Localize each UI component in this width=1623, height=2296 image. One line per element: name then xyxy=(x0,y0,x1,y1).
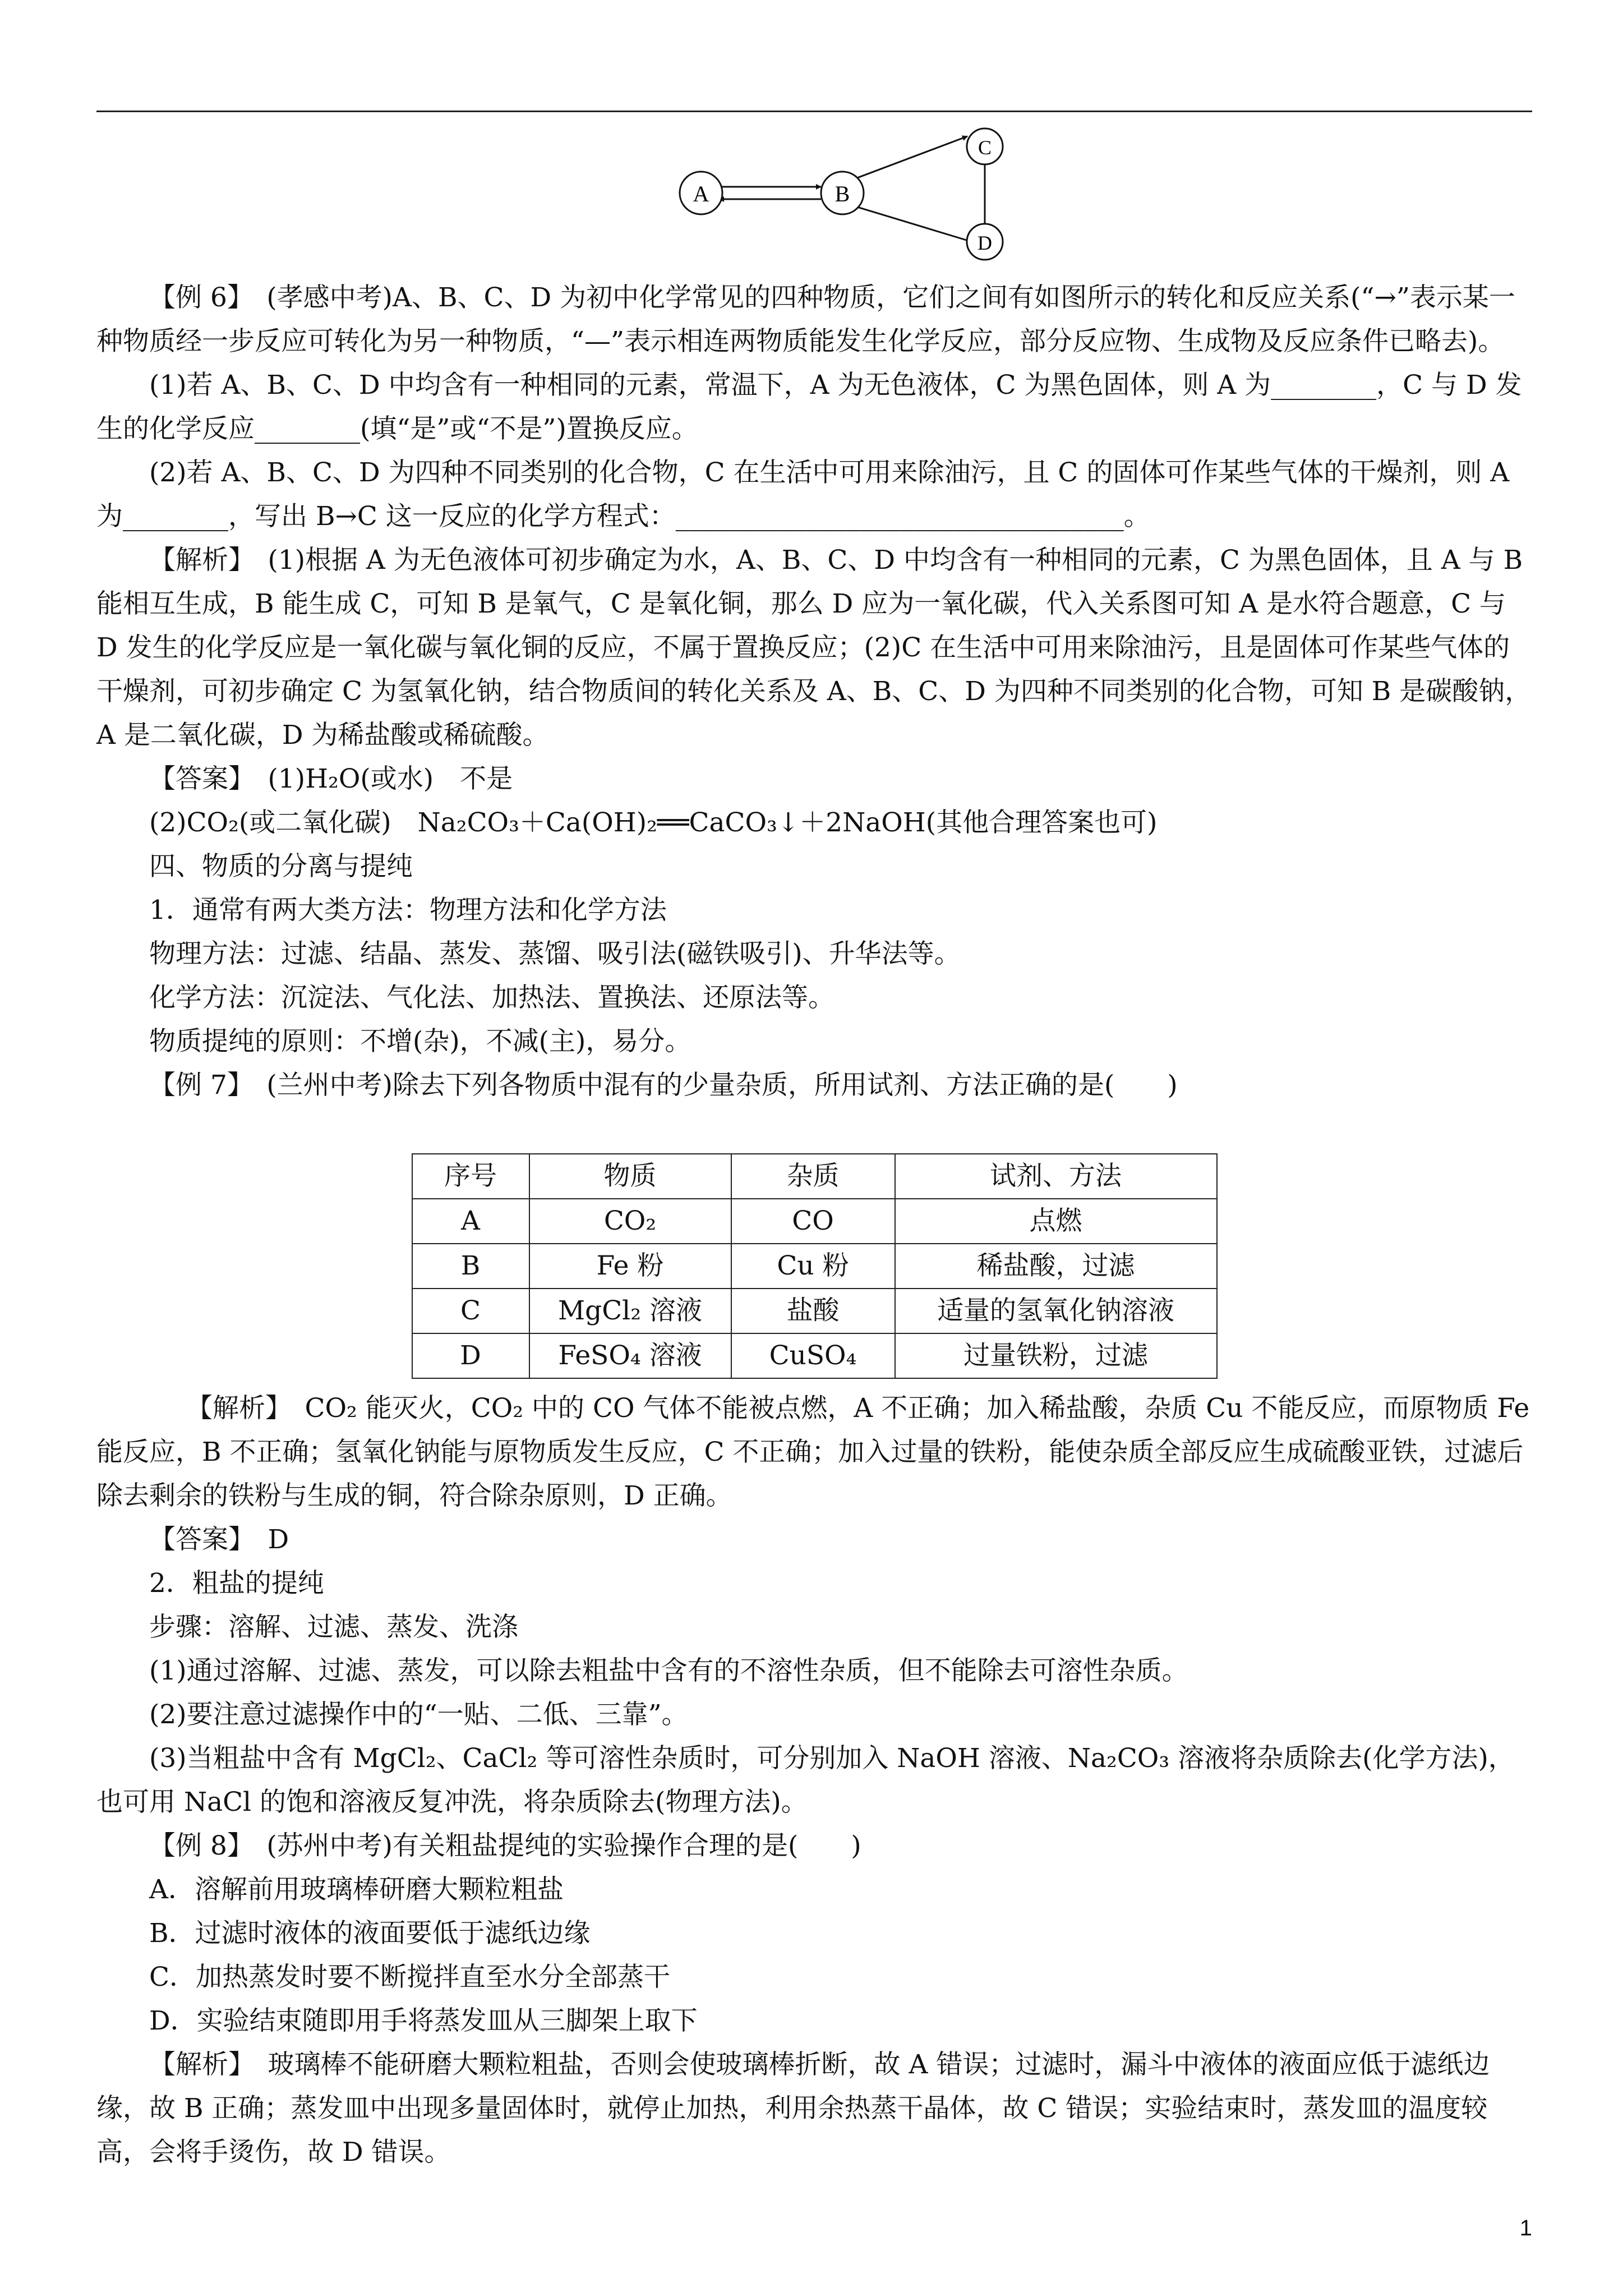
table-cell: D xyxy=(412,1333,529,1378)
node-a xyxy=(680,172,722,214)
table-cell: A xyxy=(412,1199,529,1244)
salt-point-1: (1)通过溶解、过滤、蒸发，可以除去粗盐中含有的不溶性杂质，但不能除去可溶性杂质。 xyxy=(149,1655,1188,1686)
header-rule xyxy=(96,111,1532,112)
table-cell: 点燃 xyxy=(895,1199,1217,1244)
example-6-q1: (1)若 A、B、C、D 中均含有一种相同的元素，常温下，A 为无色液体，C 为黑色固体，则 A 为________，C 与 D 发生的化学反应________(填“是”或“不是”)置换反应。 xyxy=(96,370,1522,444)
arrow-b-to-c xyxy=(842,136,967,183)
table-cell: FeSO₄ 溶液 xyxy=(529,1333,731,1378)
example-6-answer-2: (2)CO₂(或二氧化碳) Na₂CO₃＋Ca(OH)₂══CaCO₃↓＋2NaOH(其他合理答案也可) xyxy=(149,807,1158,838)
table-row xyxy=(412,1244,1217,1289)
table-cell: Cu 粉 xyxy=(731,1244,895,1289)
line-b-d xyxy=(842,203,966,240)
option-b: B．过滤时液体的液面要低于滤纸边缘 xyxy=(149,1918,591,1949)
svg-text:A: A xyxy=(693,181,709,206)
option-c: C．加热蒸发时要不断搅拌直至水分全部蒸干 xyxy=(149,1962,670,1993)
node-c xyxy=(967,128,1003,164)
example-8-analysis: 【解析】 玻璃棒不能研磨大颗粒粗盐，否则会使玻璃棒折断，故 A 错误；过滤时，漏斗中液体的液面应低于滤纸边缘，故 B 正确；蒸发皿中出现多量固体时，就停止加热，利用余热蒸干晶体，故 C 错误；实验结束时，蒸发皿的温度较高，会将手烫伤，故 D 错误。 xyxy=(96,2049,1490,2168)
svg-text:D: D xyxy=(978,232,992,254)
purification-principle: 物质提纯的原则：不增(杂)，不减(主)，易分。 xyxy=(149,1026,691,1057)
table-header-row xyxy=(412,1154,1217,1199)
salt-steps: 步骤：溶解、过滤、蒸发、洗涤 xyxy=(149,1612,518,1642)
example-label: 【例 6】 xyxy=(149,282,241,313)
relation-diagram xyxy=(673,126,1021,272)
table-header: 物质 xyxy=(529,1154,731,1199)
page-number: 1 xyxy=(1519,2216,1532,2240)
example-6-answer-1: 【答案】 (1)H₂O(或水) 不是 xyxy=(149,763,513,794)
impurity-table xyxy=(412,1153,1218,1379)
example-6-analysis: 【解析】 (1)根据 A 为无色液体可初步确定为水，A、B、C、D 中均含有一种相同的元素，C 为黑色固体，且 A 与 B 能相互生成，B 能生成 C，可知 B 是氧气，C 是氧化铜，那么 D 应为一氧化碳，代入关系图可知 A 是水符合题意，C 与 D 发生的化学反应是一氧化碳与氧化铜的反应，不属于置换反应；(2)C 在生活中可用来除油污，且是固体可作某些气体的干燥剂，可初步确定 C 为氢氧化钠，结合物质间的转化关系及 A、B、C、D 为四种不同类别的化合物，可知 B 是碳酸钠，A 是二氧化碳，D 为稀盐酸或稀硫酸。 xyxy=(96,545,1532,751)
document-body xyxy=(96,276,1532,2174)
option-d: D．实验结束随即用手将蒸发皿从三脚架上取下 xyxy=(149,2005,698,2036)
table-cell: CuSO₄ xyxy=(731,1333,895,1378)
table-cell: C xyxy=(412,1289,529,1333)
section-title: 四、物质的分离与提纯 xyxy=(149,851,413,882)
table-row xyxy=(412,1333,1217,1378)
chemical-methods: 化学方法：沉淀法、气化法、加热法、置换法、还原法等。 xyxy=(149,982,834,1013)
example-7-answer: 【答案】 D xyxy=(149,1524,289,1555)
example-6-stem: 【例 6】 (孝感中考)A、B、C、D 为初中化学常见的四种物质，它们之间有如图所示的转化和反应关系(“→”表示某一种物质经一步反应可转化为另一种物质，“—”表示相连两物质能发生化学反应，部分反应物、生成物及反应条件已略去)。 xyxy=(96,282,1515,357)
table-cell: MgCl₂ 溶液 xyxy=(529,1289,731,1333)
svg-text:C: C xyxy=(978,136,992,159)
table-header: 试剂、方法 xyxy=(895,1154,1217,1199)
table-row xyxy=(412,1289,1217,1333)
salt-point-3: (3)当粗盐中含有 MgCl₂、CaCl₂ 等可溶性杂质时，可分别加入 NaOH 溶液、Na₂CO₃ 溶液将杂质除去(化学方法)，也可用 NaCl 的饱和溶液反复冲洗，将杂质除去(物理方法)。 xyxy=(96,1743,1515,1818)
example-7-analysis: 【解析】 CO₂ 能灭火，CO₂ 中的 CO 气体不能被点燃，A 不正确；加入稀盐酸，杂质 Cu 不能反应，而原物质 Fe 能反应，B 不正确；氢氧化钠能与原物质发生反应，C 不正确；加入过量的铁粉，能使杂质全部反应生成硫酸亚铁，过滤后除去剩余的铁粉与生成的铜，符合除杂原则，D 正确。 xyxy=(96,1393,1530,1511)
table-cell: B xyxy=(412,1244,529,1289)
table-cell: 稀盐酸，过滤 xyxy=(895,1244,1217,1289)
table-cell: 盐酸 xyxy=(731,1289,895,1333)
option-a: A．溶解前用玻璃棒研磨大颗粒粗盐 xyxy=(149,1874,564,1905)
table-cell: Fe 粉 xyxy=(529,1244,731,1289)
example-6-q2: (2)若 A、B、C、D 为四种不同类别的化合物，C 在生活中可用来除油污，且 C 的固体可作某些气体的干燥剂，则 A 为________，写出 B→C 这一反应的化学方程式：__________________________________。 xyxy=(96,457,1510,532)
table-header: 序号 xyxy=(412,1154,529,1199)
table-cell: 适量的氢氧化钠溶液 xyxy=(895,1289,1217,1333)
svg-text:B: B xyxy=(834,181,850,206)
salt-title: 2．粗盐的提纯 xyxy=(149,1568,324,1599)
node-b xyxy=(821,172,864,214)
table-cell: 过量铁粉，过滤 xyxy=(895,1333,1217,1378)
table-cell: CO₂ xyxy=(529,1199,731,1244)
example-8-stem: 【例 8】 (苏州中考)有关粗盐提纯的实验操作合理的是( ) xyxy=(149,1830,861,1861)
table-cell: CO xyxy=(731,1199,895,1244)
example-7-stem: 【例 7】 (兰州中考)除去下列各物质中混有的少量杂质，所用试剂、方法正确的是( ) xyxy=(149,1070,1178,1101)
physical-methods: 物理方法：过滤、结晶、蒸发、蒸馏、吸引法(磁铁吸引)、升华法等。 xyxy=(149,938,961,969)
table-header: 杂质 xyxy=(731,1154,895,1199)
node-d xyxy=(967,224,1003,260)
salt-point-2: (2)要注意过滤操作中的“一贴、二低、三靠”。 xyxy=(149,1699,688,1730)
section-subtitle: 1．通常有两大类方法：物理方法和化学方法 xyxy=(149,895,667,926)
table-row xyxy=(412,1199,1217,1244)
